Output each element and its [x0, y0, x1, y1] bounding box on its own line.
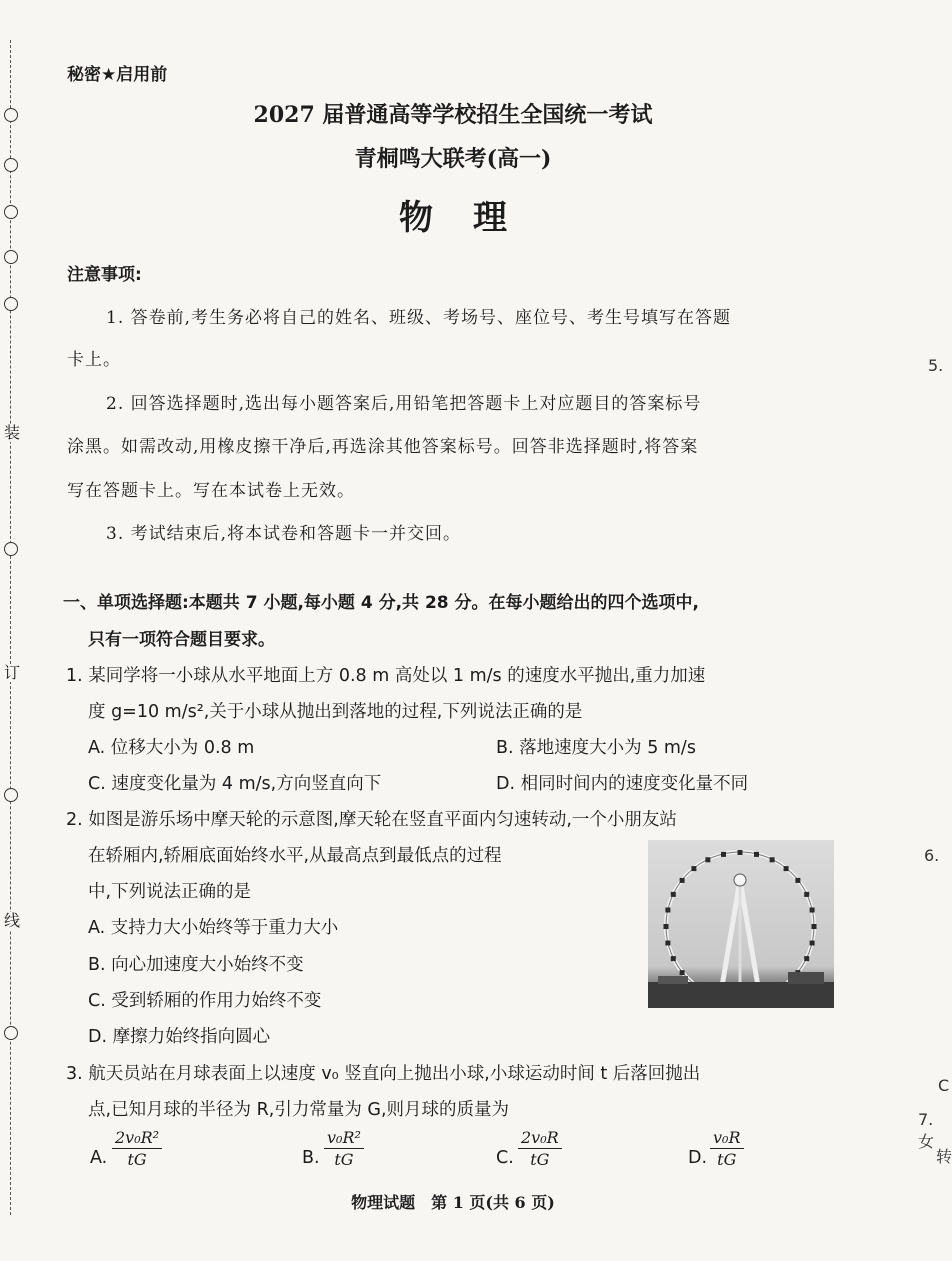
question-3-option-b-label: B. — [302, 1148, 320, 1168]
question-3-option-d-label: D. — [688, 1148, 708, 1168]
margin-mark-c: C — [938, 1076, 950, 1095]
binding-char-ding: 订 — [4, 663, 21, 682]
margin-mark-7b: 转 — [936, 1147, 952, 1166]
question-2-option-b: B. 向心加速度大小始终不变 — [88, 955, 304, 975]
binding-char-xian: 线 — [4, 911, 21, 930]
notice-item-1: 1. 答卷前,考生务必将自己的姓名、班级、考场号、座位号、考生号填写在答题 — [106, 308, 732, 328]
margin-mark-7: 7. 女 — [918, 1110, 935, 1151]
question-1-stem-cont: 度 g=10 m/s²,关于小球从抛出到落地的过程,下列说法正确的是 — [88, 702, 583, 722]
fraction-numerator: v₀R — [710, 1128, 744, 1149]
question-3-option-a-fraction — [112, 1128, 162, 1169]
subject-title: 物理 — [399, 198, 547, 238]
notice-heading: 注意事项: — [67, 265, 142, 285]
binding-hole — [4, 297, 18, 311]
question-1-option-c: C. 速度变化量为 4 m/s,方向竖直向下 — [88, 774, 382, 794]
question-3-option-d-fraction — [710, 1128, 744, 1169]
binding-char-zhuang: 装 — [4, 423, 21, 442]
gondola — [812, 924, 817, 929]
gondola — [664, 924, 669, 929]
fraction-numerator: 2v₀R² — [112, 1128, 162, 1149]
notice-item-2-cont2: 写在答题卡上。写在本试卷上无效。 — [67, 481, 355, 501]
question-2-option-d: D. 摩擦力始终指向圆心 — [88, 1027, 271, 1047]
notice-item-3: 3. 考试结束后,将本试卷和答题卡一并交回。 — [106, 524, 462, 544]
gondola — [810, 941, 815, 946]
fraction-numerator: v₀R² — [324, 1128, 364, 1149]
notice-item-2-cont: 涂黑。如需改动,用橡皮擦干净后,再选涂其他答案标号。回答非选择题时,将答案 — [67, 437, 699, 457]
margin-mark-5: 5. — [928, 356, 944, 375]
gondola — [705, 857, 710, 862]
section-heading-cont: 只有一项符合题目要求。 — [88, 630, 275, 650]
gondola — [665, 908, 670, 913]
question-2-stem: 2. 如图是游乐场中摩天轮的示意图,摩天轮在竖直平面内匀速转动,一个小朋友站 — [66, 810, 677, 830]
question-3-stem-cont: 点,已知月球的半径为 R,引力常量为 G,则月球的质量为 — [88, 1100, 510, 1120]
question-3-option-a-label: A. — [90, 1148, 108, 1168]
question-2-stem-cont2: 中,下列说法正确的是 — [88, 882, 252, 902]
gondola — [784, 866, 789, 871]
gondola — [680, 970, 685, 975]
ferris-wheel-photo — [648, 840, 834, 1008]
gondola — [671, 956, 676, 961]
binding-hole — [4, 788, 18, 802]
gondola — [804, 892, 809, 897]
gondola — [804, 956, 809, 961]
fraction-denominator: tG — [334, 1150, 354, 1169]
question-1-option-b: B. 落地速度大小为 5 m/s — [496, 738, 696, 758]
fraction-denominator: tG — [530, 1150, 550, 1169]
question-2-option-c: C. 受到轿厢的作用力始终不变 — [88, 991, 322, 1011]
question-2-stem-cont: 在轿厢内,轿厢底面始终水平,从最高点到最低点的过程 — [88, 846, 502, 866]
question-1-option-a: A. 位移大小为 0.8 m — [88, 738, 255, 758]
binding-hole — [4, 250, 18, 264]
gondola — [671, 892, 676, 897]
gondola — [754, 852, 759, 857]
section-heading: 一、单项选择题:本题共 7 小题,每小题 4 分,共 28 分。在每小题给出的四个选项中, — [63, 593, 699, 613]
binding-hole — [4, 1026, 18, 1040]
secret-label: 秘密★启用前 — [67, 65, 168, 85]
fraction-denominator: tG — [717, 1150, 737, 1169]
question-3-option-c-fraction — [518, 1128, 562, 1169]
question-1-stem: 1. 某同学将一小球从水平地面上方 0.8 m 高处以 1 m/s 的速度水平抛出,重力加速 — [66, 666, 706, 686]
question-1-option-d: D. 相同时间内的速度变化量不同 — [496, 774, 749, 794]
gondola — [738, 850, 743, 855]
binding-hole — [4, 542, 18, 556]
gondola — [680, 878, 685, 883]
page-footer: 物理试题 第 1 页(共 6 页) — [351, 1193, 555, 1212]
exam-subtitle: 青桐鸣大联考(高一) — [354, 146, 552, 172]
notice-item-1-cont: 卡上。 — [67, 350, 121, 370]
gondola — [691, 866, 696, 871]
fraction-denominator: tG — [127, 1150, 147, 1169]
gondola — [665, 941, 670, 946]
exam-title: 2027 届普通高等学校招生全国统一考试 — [253, 102, 653, 128]
question-3-stem: 3. 航天员站在月球表面上以速度 v₀ 竖直向上抛出小球,小球运动时间 t 后落回抛出 — [66, 1064, 701, 1084]
gondola — [721, 852, 726, 857]
gondola — [770, 857, 775, 862]
question-3-option-b-fraction — [324, 1128, 364, 1169]
ferris-wheel-drawing — [648, 840, 834, 1008]
question-3-option-c-label: C. — [496, 1148, 514, 1168]
gondola — [810, 908, 815, 913]
margin-mark-6: 6. — [924, 846, 940, 865]
notice-item-2: 2. 回答选择题时,选出每小题答案后,用铅笔把答题卡上对应题目的答案标号 — [106, 394, 702, 414]
question-2-option-a: A. 支持力大小始终等于重力大小 — [88, 918, 339, 938]
gondola — [795, 878, 800, 883]
fraction-numerator: 2v₀R — [518, 1128, 562, 1149]
